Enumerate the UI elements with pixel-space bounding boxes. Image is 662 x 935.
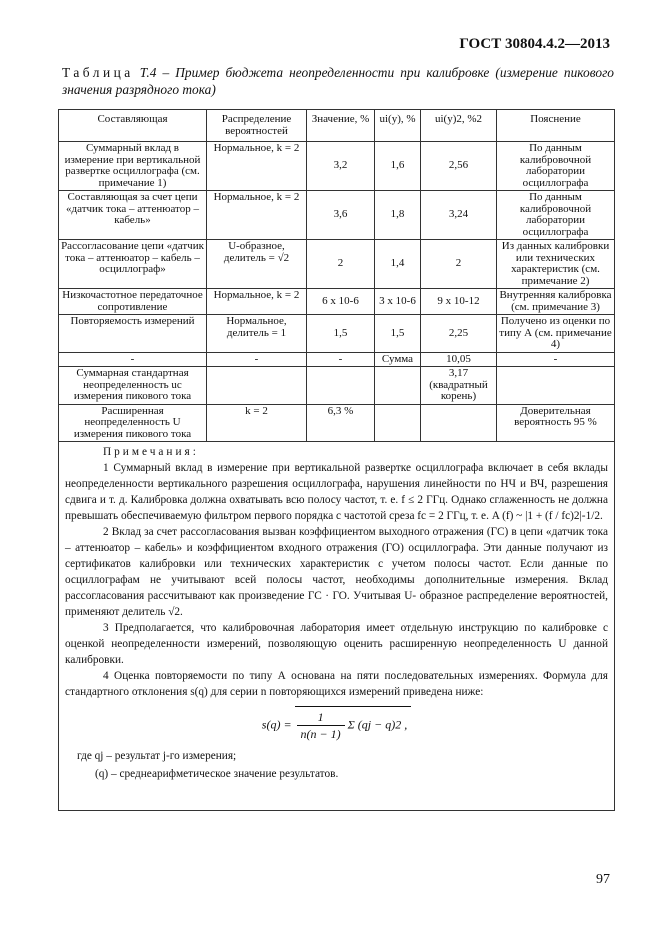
- formula-lhs: s(q) =: [261, 717, 292, 732]
- table-row: [59, 315, 615, 353]
- cell: Получено из оценки по типу А (см. примечание 4): [497, 315, 615, 353]
- note-3: 3 Предполагается, что калибровочная лаборатория имеет отдельную инструкцию по калибровке с оценкой неопределенности измерений, позволяющую оценить расширенную неопределенность U данной калибровки.: [65, 622, 608, 666]
- formula-numerator: 1: [297, 709, 345, 726]
- where-line-2: (q) – среднеарифметическое значение результатов.: [95, 768, 339, 780]
- cell: [207, 367, 307, 405]
- cell: 3,6: [307, 191, 375, 240]
- cell: По данным калибровочной лаборатории осциллографа: [497, 142, 615, 191]
- header-distribution: Распределение вероятностей: [207, 110, 307, 142]
- notes-title: Примечания:: [103, 446, 199, 458]
- table-caption: [62, 64, 614, 98]
- cell: 9 x 10-12: [421, 289, 497, 315]
- document-header: ГОСТ 30804.4.2—2013: [459, 36, 610, 52]
- header-explanation: Пояснение: [497, 110, 615, 142]
- cell: -: [207, 352, 307, 367]
- cell: 1,4: [375, 240, 421, 289]
- cell: Суммарная стандартная неопределенность uc измерения пикового тока: [59, 367, 207, 405]
- page-number: 97: [596, 872, 610, 887]
- cell: -: [307, 352, 375, 367]
- note-1: 1 Суммарный вклад в измерение при вертикальной развертке осциллографа включает в себя вклады неопределенности вертикального разрешения осциллографа, нарушения линейности по НЧ и ВЧ, разрешения сдвига и т. д. Калибровка должна охватывать всю полосу частот, т. е. f ≤ 2 ГГц. Однако сглаженность не должна превышать обеспечиваемую фильтром первого порядка с частотой среза fc = 2 ГГц, т. е. A (f) ~ |1 + (f / fc)2|-1/2.: [65, 462, 608, 522]
- cell: U-образное, делитель = √2: [207, 240, 307, 289]
- cell: Нормальное, k = 2: [207, 142, 307, 191]
- cell: [421, 404, 497, 442]
- note-4: 4 Оценка повторяемости по типу А основана на пяти последовательных измерениях. Формула для стандартного отклонения s(q) для серии n повторяющихся измерений приведена ниже:: [65, 670, 608, 698]
- header-ui-squared: ui(y)2, %2: [421, 110, 497, 142]
- cell: 2,56: [421, 142, 497, 191]
- cell: Из данных калибровки или технических характеристик (см. примечание 2): [497, 240, 615, 289]
- cell: Суммарный вклад в измерение при вертикальной развертке осциллографа (см. примечание 1): [59, 142, 207, 191]
- cell: -: [59, 352, 207, 367]
- cell: Расширенная неопределенность U измерения пикового тока: [59, 404, 207, 442]
- cell: Повторяемость измерений: [59, 315, 207, 353]
- caption-text: Т.4 – Пример бюджета неопределенности при калибровке (измерение пикового значения разрядного тока): [62, 65, 614, 97]
- table-row: [59, 240, 615, 289]
- header-ui: ui(y), %: [375, 110, 421, 142]
- notes-cell: [59, 442, 615, 811]
- cell: 3,17 (квадратный корень): [421, 367, 497, 405]
- table-row: [59, 142, 615, 191]
- cell: Низкочастотное передаточное сопротивление: [59, 289, 207, 315]
- cell: Нормальное, k = 2: [207, 191, 307, 240]
- cell: 3,24: [421, 191, 497, 240]
- cell: 1,8: [375, 191, 421, 240]
- table-row: [59, 367, 615, 405]
- caption-label: Таблица: [62, 65, 134, 80]
- table-row: [59, 404, 615, 442]
- notes-row: [59, 442, 615, 811]
- cell: [375, 404, 421, 442]
- cell: 2: [307, 240, 375, 289]
- table-header-row: [59, 110, 615, 142]
- cell: [375, 367, 421, 405]
- cell: 2: [421, 240, 497, 289]
- cell: k = 2: [207, 404, 307, 442]
- cell: [307, 367, 375, 405]
- table-row: [59, 352, 615, 367]
- formula-sum: Σ (qj − q)2 ,: [347, 717, 408, 732]
- table-row: [59, 191, 615, 240]
- cell: -: [497, 352, 615, 367]
- cell: 1,5: [375, 315, 421, 353]
- cell: По данным калибровочной лаборатории осциллографа: [497, 191, 615, 240]
- note-2: 2 Вклад за счет рассогласования вызван коэффициентом выходного отражения (ГС) в цепи «датчик тока – аттенюатор – кабель» и коэффициентом входного отражения (ГО) осциллографа. Эти данные получают из сертификатов калибровки или технических характеристик с учетом полосы частот. Если данные по осциллографам не учитывают всей полосы частот, необходимы дополнительные измерения. Вклад рассогласования рассчитывают как произведение ГС · ГО. Учитывая U- образное распределение вероятностей, применяют делитель √2.: [65, 526, 608, 618]
- cell: 2,25: [421, 315, 497, 353]
- cell: 10,05: [421, 352, 497, 367]
- formula-radicand: [295, 706, 412, 742]
- cell: Сумма: [375, 352, 421, 367]
- cell: Рассогласование цепи «датчик тока – аттенюатор – кабель – осциллограф»: [59, 240, 207, 289]
- header-component: Составляющая: [59, 110, 207, 142]
- cell: 3 x 10-6: [375, 289, 421, 315]
- formula-denominator: n(n − 1): [300, 727, 341, 741]
- header-value: Значение, %: [307, 110, 375, 142]
- cell: Внутренняя калибровка (см. примечание 3): [497, 289, 615, 315]
- cell: 1,5: [307, 315, 375, 353]
- cell: [497, 367, 615, 405]
- cell: 3,2: [307, 142, 375, 191]
- cell: 6 x 10-6: [307, 289, 375, 315]
- cell: Составляющая за счет цепи «датчик тока – аттенюатор – кабель»: [59, 191, 207, 240]
- cell: Нормальное, k = 2: [207, 289, 307, 315]
- where-line-1: где qj – результат j-го измерения;: [77, 750, 237, 762]
- uncertainty-budget-table: [58, 109, 615, 811]
- cell: Доверительная вероятность 95 %: [497, 404, 615, 442]
- std-deviation-formula: [65, 706, 608, 742]
- cell: 6,3 %: [307, 404, 375, 442]
- table-row: [59, 289, 615, 315]
- cell: 1,6: [375, 142, 421, 191]
- cell: Нормальное, делитель = 1: [207, 315, 307, 353]
- formula-fraction: [297, 709, 345, 742]
